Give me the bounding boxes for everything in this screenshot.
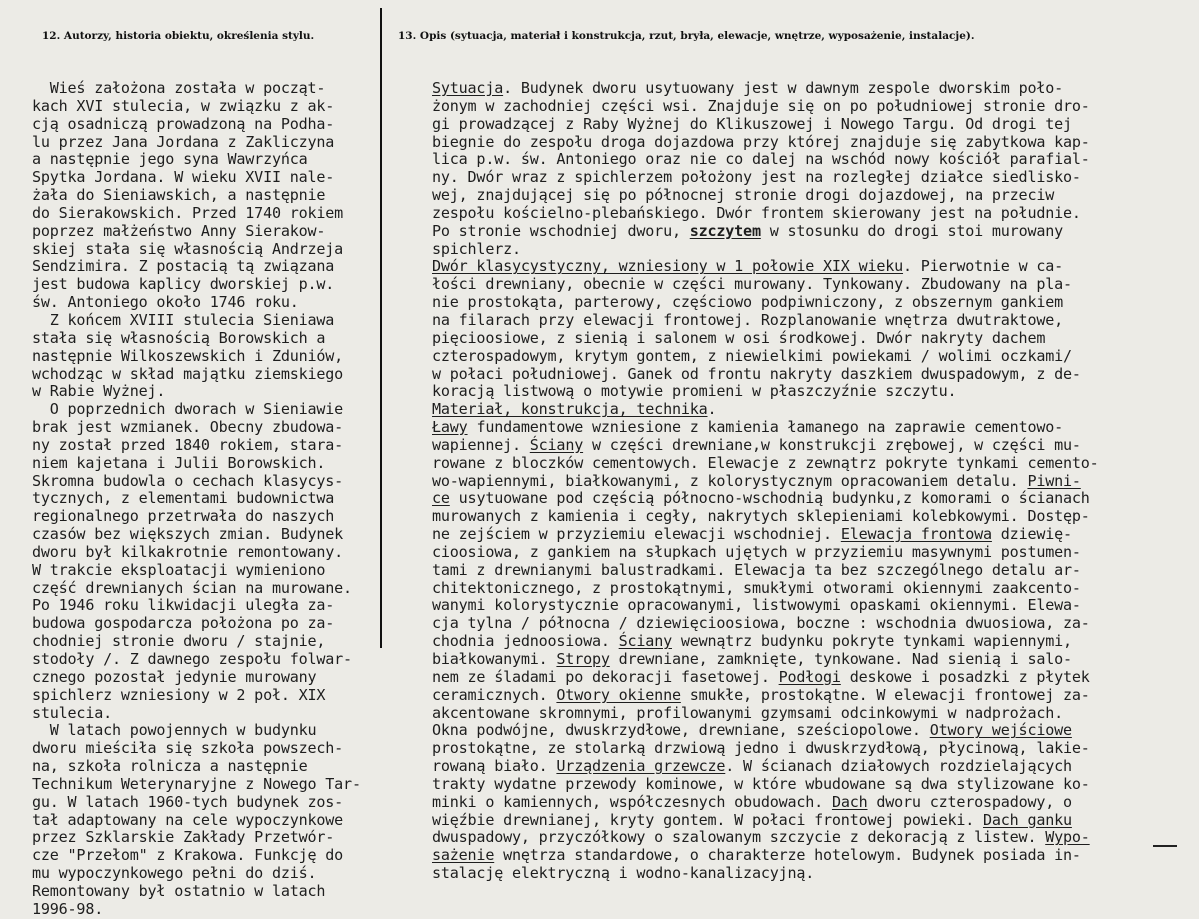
text-line: spichlerz wzniesiony w 2 poł. XIX	[32, 685, 326, 704]
text-line: ny został przed 1840 rokiem, stara-	[32, 435, 344, 454]
line-text: białkowanymi.	[432, 650, 557, 668]
text-line	[432, 366, 1192, 384]
underlined-heading: Ławy	[432, 418, 468, 437]
text-line: tycznych, z elementami budownictwa	[32, 489, 335, 508]
text-line	[432, 758, 1192, 776]
text-line	[432, 812, 1192, 830]
text-line	[432, 205, 1192, 223]
line-text: czterospadowym, krytym gontem, z niewielkimi powiekami / wolimi oczkami/	[432, 346, 1072, 365]
underlined-heading: Elewacja frontowa	[840, 525, 992, 544]
line-text: ne zejściem w przyziemiu elewacji wschodniej.	[432, 525, 841, 544]
text-line	[432, 687, 1192, 705]
line-text: spichlerz.	[432, 239, 521, 258]
underlined-heading: Materiał, konstrukcja, technika	[432, 400, 708, 419]
text-line: a następnie jego syna Wawrzyńca	[32, 150, 308, 169]
text-line: dworu mieściła się szkoła powszech-	[32, 739, 344, 758]
text-line: skiej stała się własnością Andrzeja	[32, 239, 344, 258]
underlined-heading: Dwór klasycystyczny, wzniesiony w 1 połowie XIX wieku	[432, 257, 904, 276]
line-text: chitektonicznego, z prostokątnymi, smukłymi otworami okiennymi zaakcento-	[432, 578, 1081, 597]
text-line: stała się własnością Borowskich a	[32, 328, 326, 347]
text-line	[432, 116, 1192, 134]
line-text: dwuspadowy, przyczółkowy o szalowanym szczycie z dekoracją z listew.	[432, 828, 1046, 847]
line-text: fundamentowe wzniesione z kamienia łamanego na zaprawie cementowo-	[467, 418, 1064, 437]
text-line: Z końcem XVIII stulecia Sieniawa	[32, 310, 335, 329]
text-line	[432, 348, 1192, 366]
text-line	[432, 544, 1192, 562]
underlined-heading: Stropy	[556, 650, 610, 668]
text-line: W trakcie eksploatacji wymieniono	[32, 560, 326, 579]
underlined-heading: Dach	[831, 792, 868, 811]
line-text: wewnątrz budynku pokryte tynkami wapiennymi,	[671, 632, 1072, 651]
line-text: smukłe, prostokątne. W elewacji frontowej za-	[680, 685, 1090, 704]
text-line: następnie Wilkoszewskich i Zduniów,	[32, 346, 344, 365]
line-text: w połaci południowej. Ganek od frontu nakryty daszkiem dwuspadowym, z de-	[432, 364, 1081, 383]
text-line: tał adaptowany na cele wypoczynkowe	[32, 810, 344, 829]
text-line	[432, 865, 1192, 883]
section-13-header	[398, 30, 975, 42]
underlined-heading: sażenie	[432, 846, 495, 865]
text-line: na, szkoła rolnicza a następnie	[32, 757, 308, 776]
line-text: . Budynek dworu usytuowany jest w dawnym zespole dworskim poło-	[503, 80, 1064, 97]
text-line	[432, 330, 1192, 348]
line-text: rowane z bloczków cementowych. Elewacje z zewnątrz pokryte tynkami cemento-	[432, 453, 1099, 472]
text-line	[432, 651, 1192, 669]
text-line	[432, 829, 1192, 847]
line-text: ny. Dwór wraz z spichlerzem położony jest na rozległej działce siedlisko-	[432, 168, 1081, 187]
line-text: wanymi kolorystycznie opracowanymi, listwowymi opaskami okiennymi. Elewa-	[432, 596, 1081, 615]
text-line: cją osadniczą prowadzoną na Podha-	[32, 114, 335, 133]
text-line: budowa gospodarcza położona po za-	[32, 614, 335, 633]
text-line: O poprzednich dworach w Sieniawie	[32, 400, 344, 419]
line-text: na filarach przy elewacji frontowej. Rozplanowanie wnętrza dwutraktowe,	[432, 310, 1063, 329]
line-text: . W ścianach działowych rozdzielających	[725, 757, 1072, 776]
text-line: Spytka Jordana. W wieku XVII nale-	[32, 168, 335, 187]
text-line	[432, 705, 1192, 723]
text-line: czasów bez większych zmian. Budynek	[32, 525, 344, 544]
line-text: dworu czterospadowy, o	[867, 792, 1072, 811]
column-divider	[380, 8, 382, 648]
text-line	[432, 580, 1192, 598]
line-text: wo-wapiennymi, białkowanymi, z kolorystycznym opracowaniem detalu.	[432, 471, 1028, 490]
text-line: cznego pozostał jedynie murowany	[32, 667, 317, 686]
line-text: usytuowane pod częścią północno-wschodnią budynku,z komorami o ścianach	[449, 489, 1090, 508]
line-text: stalację elektryczną i wodno-kanalizacyjną.	[432, 864, 815, 883]
line-text: drewniane, zamknięte, tynkowane. Nad sienią i salo-	[609, 650, 1072, 668]
text-line: w Rabie Wyżnej.	[32, 382, 166, 401]
line-text: dziewię-	[991, 525, 1072, 544]
text-line: cze "Przełom" z Krakowa. Funkcję do	[32, 846, 344, 865]
text-line: do Sierakowskich. Przed 1740 rokiem	[32, 203, 344, 222]
text-line	[432, 312, 1192, 330]
text-line	[432, 241, 1192, 259]
text-line: kach XVI stulecia, w związku z ak-	[32, 96, 335, 115]
text-line	[432, 80, 1192, 98]
line-text: łości drewniany, obecnie w części murowany. Tynkowany. Zbudowany na pla-	[432, 275, 1072, 294]
text-line	[432, 526, 1192, 544]
text-line	[432, 776, 1192, 794]
text-line: chodniej stronie dworu / stajnie,	[32, 632, 326, 651]
line-text: nem ze śladami po dekoracji fasetowej.	[432, 667, 779, 686]
line-text: deskowe i posadzki z płytek	[840, 667, 1090, 686]
line-text: w części drewniane,w konstrukcji zrębowej, w części mu-	[583, 435, 1081, 454]
text-line: przez Szklarskie Zakłady Przetwór-	[32, 828, 335, 847]
text-line: Remontowany był ostatnio w latach	[32, 881, 326, 900]
text-line	[432, 597, 1192, 615]
line-text: w stosunku do drogi stoi murowany	[760, 221, 1064, 240]
line-text: nie prostokąta, parterowy, częściowo podpiwniczony, z obszernym gankiem	[432, 293, 1063, 312]
underlined-heading: Otwory wejściowe	[929, 721, 1072, 740]
line-text: rowaną biało.	[432, 757, 557, 776]
underlined-heading: Sytuacja	[432, 80, 504, 97]
text-line	[432, 258, 1192, 276]
end-dash	[1153, 845, 1177, 847]
underlined-heading: Urządzenia grzewcze	[556, 757, 726, 776]
line-text: biegnie do zespołu droga dojazdowa przy której znajduje się zabytkowa kap-	[432, 132, 1090, 151]
text-line	[432, 383, 1192, 401]
line-text: .	[707, 400, 717, 419]
line-text: . Pierwotnie w ca-	[903, 257, 1064, 276]
text-line	[432, 669, 1192, 687]
text-line: mu wypoczynkowego pełni do dziś.	[32, 864, 317, 883]
text-line	[432, 419, 1192, 437]
line-text: minki o kamiennych, współczesnych obudowach.	[432, 792, 832, 811]
line-text: wapiennej.	[432, 435, 530, 454]
underlined-heading: Podłogi	[778, 667, 841, 686]
line-text: ceramicznych.	[432, 685, 557, 704]
line-text: wnętrza standardowe, o charakterze hotelowym. Budynek posiada in-	[494, 846, 1081, 865]
text-line	[432, 722, 1192, 740]
line-text: chodnia jednoosiowa.	[432, 632, 619, 651]
line-text: murowanych z kamienia i cegły, nakrytych sklepieniami kolebkowymi. Dostęp-	[432, 507, 1090, 526]
line-text: zespołu kościelno-plebańskiego. Dwór frontem skierowany jest na południe.	[432, 203, 1081, 222]
line-text: cioosiowa, z gankiem na słupkach ujętych w przyziemiu masywnymi postumen-	[432, 542, 1081, 561]
text-line	[432, 633, 1192, 651]
text-line: lu przez Jana Jordana z Zakliczyna	[32, 132, 335, 151]
section-13-title: 13. Opis	[398, 30, 447, 42]
text-line: Sendzimira. Z postacią tą związana	[32, 257, 335, 276]
underlined-heading: ce	[432, 489, 450, 508]
history-text-column	[32, 80, 377, 919]
text-line	[432, 740, 1192, 758]
line-text: prostokątne, ze stolarką drzwiową jedno i dwuskrzydłową, płycinową, lakie-	[432, 739, 1090, 758]
text-line: św. Antoniego około 1746 roku.	[32, 293, 299, 312]
text-line: Wieś założona została w począt-	[32, 80, 326, 97]
text-line	[432, 151, 1192, 169]
text-line: Technikum Weterynaryjne z Nowego Tar-	[32, 774, 361, 793]
text-line	[432, 473, 1192, 491]
text-line: gu. W latach 1960-tych budynek zos-	[32, 792, 344, 811]
text-line	[432, 794, 1192, 812]
text-line: W latach powojennych w budynku	[32, 721, 317, 740]
line-text: wej, znajdującej się po północnej stronie drogi dojazdowej, na przeciw	[432, 186, 1055, 205]
line-text: trakty wydatne przewody kominowe, w które wbudowane są dwa stylizowane ko-	[432, 774, 1090, 793]
text-line: niem kajetana i Julii Borowskich.	[32, 453, 326, 472]
line-text: żonym w zachodniej części wsi. Znajduje się on po południowej stronie dro-	[432, 96, 1090, 115]
text-line	[432, 615, 1192, 633]
text-line: jest budowa kaplicy dworskiej p.w.	[32, 275, 335, 294]
line-text: akcentowane skromnymi, profilowanymi gzymsami odcinkowymi w nadprożach.	[432, 703, 1063, 722]
text-line	[432, 401, 1192, 419]
text-line	[432, 847, 1192, 865]
text-line: poprzez małżeństwo Anny Sierakow-	[32, 221, 326, 240]
section-12-header: 12. Autorzy, historia obiektu, określenia stylu.	[42, 30, 315, 42]
text-line: regionalnego przetrwała do naszych	[32, 507, 335, 526]
text-line: 1996-98.	[32, 899, 104, 918]
text-line: wchodząc w skład majątku ziemskiego	[32, 364, 344, 383]
line-text: gi prowadzącej z Raby Wyżnej do Klikuszowej i Nowego Targu. Od drogi tej	[432, 114, 1072, 133]
underlined-heading: Wypo-	[1045, 828, 1090, 847]
text-line: część drewnianych ścian na murowane.	[32, 578, 352, 597]
description-text-column	[432, 80, 1192, 883]
text-line	[432, 223, 1192, 241]
line-text: cja tylna / północna / dziewięcioosiowa, boczne : wschodnia dwuosiowa, za-	[432, 614, 1090, 633]
text-line	[432, 187, 1192, 205]
underlined-heading: Ściany	[618, 632, 672, 651]
text-line: stulecia.	[32, 703, 112, 722]
text-line: stodoły /. Z dawnego zespołu folwar-	[32, 650, 352, 668]
text-line	[432, 169, 1192, 187]
underlined-heading: Piwni-	[1027, 471, 1081, 490]
line-text: Po stronie wschodniej dworu,	[432, 221, 690, 240]
underlined-heading: Otwory okienne	[556, 685, 681, 704]
underlined-heading: Dach ganku	[983, 810, 1072, 829]
text-line	[432, 490, 1192, 508]
text-line	[432, 134, 1192, 152]
line-text: koracją listwową o motywie promieni w płaszczyźnie szczytu.	[432, 382, 957, 401]
line-text: więźbie drewnianej, kryty gontem. W połaci frontowej powieki.	[432, 810, 984, 829]
text-line	[432, 276, 1192, 294]
line-text: Okna podwójne, dwuskrzydłowe, drewniane, sześciopolowe.	[432, 721, 930, 740]
line-text: pięcioosiowe, z sienią i salonem w osi środkowej. Dwór nakryty dachem	[432, 328, 1046, 347]
text-line: żała do Sieniawskich, a następnie	[32, 186, 326, 205]
text-line	[432, 437, 1192, 455]
text-line: dworu był kilkakrotnie remontowany.	[32, 542, 344, 561]
text-line	[432, 455, 1192, 473]
underlined-heading: Ściany	[529, 435, 584, 454]
line-text: lica p.w. św. Antoniego oraz nie co dalej na wschód nowy kościół parafial-	[432, 150, 1090, 169]
line-text: tami z drewnianymi balustradkami. Elewacja ta bez szczególnego detalu ar-	[432, 560, 1081, 579]
section-13-subtitle: (sytuacja, materiał i konstrukcja, rzut, bryła, elewacje, wnętrze, wyposażenie, instalacje).	[449, 30, 975, 42]
text-line: Skromna budowla o cechach klasycys-	[32, 471, 344, 490]
text-line	[432, 508, 1192, 526]
text-line: brak jest wzmianek. Obecny zbudowa-	[32, 418, 344, 437]
text-line: Po 1946 roku likwidacji uległa za-	[32, 596, 335, 615]
text-line	[432, 98, 1192, 116]
text-line	[432, 294, 1192, 312]
underlined-heading: szczytem	[689, 221, 761, 240]
text-line	[432, 562, 1192, 580]
